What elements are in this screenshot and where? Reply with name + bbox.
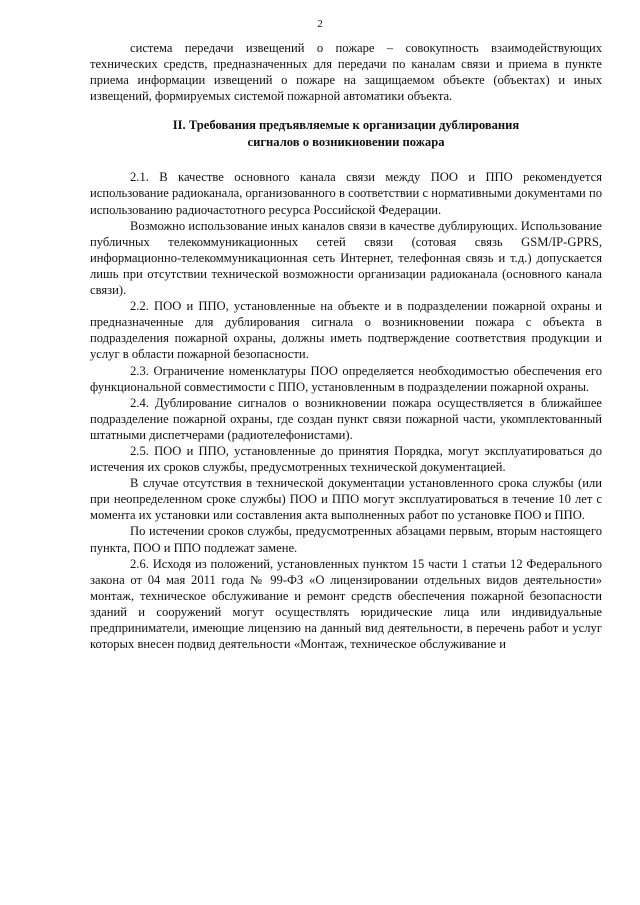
paragraph-2-2: 2.2. ПОО и ППО, установленные на объекте и в подразделении пожарной охраны и предназначенные для дублирования сигнала о возникновении пожара с объекта в подразделения пожарной охраны, должны иметь подтверждение соответствия продукции и услуг в области пожарной безопасности. bbox=[90, 299, 602, 362]
section-title-line-1: II. Требования предъявляемые к организации дублирования bbox=[172, 118, 520, 133]
paragraph-2-3: 2.3. Ограничение номенклатуры ПОО определяется необходимостью обеспечения его функциональной совместимости с ППО, установленным в подразделении пожарной охраны. bbox=[90, 363, 602, 394]
paragraph-2-4: 2.4. Дублирование сигналов о возникновении пожара осуществляется в ближайшее подразделение пожарной охраны, где создан пункт связи пожарной части, укомплектованный штатными диспетчерами (радиотелефонистами). bbox=[90, 395, 602, 442]
paragraph-2-1-continued: Возможно использование иных каналов связи в качестве дублирующих. Использование публичных телекоммуникационных сетей связи (сотовая связь GSM/IP-GPRS, информационно-телекоммуникационная сеть Интернет, телефонная связь и т.д.) допускается лишь при отсутствии технической возможности организации радиоканала (основного канала связи). bbox=[90, 218, 602, 298]
page-number: 2 bbox=[317, 18, 323, 30]
section-title bbox=[90, 117, 602, 150]
paragraph-2-6: 2.6. Исходя из положений, установленных пунктом 15 части 1 статьи 12 Федерального закона от 04 мая 2011 года № 99-ФЗ «О лицензировании отдельных видов деятельности» монтаж, техническое обслуживание и ремонт средств обеспечения пожарной безопасности зданий и сооружений могут осуществлять юридические лица или индивидуальные предприниматели, имеющие лицензию на данный вид деятельности, в перечень работ и услуг которых внесен подвид деятельности «Монтаж, техническое обслуживание и bbox=[90, 556, 602, 652]
paragraph-2-5: 2.5. ПОО и ППО, установленные до принятия Порядка, могут эксплуатироваться до истечения их сроков службы, предусмотренных технической документацией. bbox=[90, 443, 602, 475]
definition-paragraph: система передачи извещений о пожаре – совокупность взаимодействующих технических средств, предназначенных для передачи по каналам связи и приема в пункте приема информации извещений о пожаре на защищаемом объекте (объектах) и иных извещений, формируемых системой пожарной автоматики объекта. bbox=[90, 41, 602, 104]
section-title-line-2: сигналов о возникновении пожара bbox=[247, 134, 445, 149]
paragraph-2-1: 2.1. В качестве основного канала связи между ПОО и ППО рекомендуется использование радиоканала, организованного в соответствии с нормативными документами по использованию радиочастотного ресурса Российской Федерации. bbox=[90, 170, 602, 217]
paragraph-2-5-third: По истечении сроков службы, предусмотренных абзацами первым, вторым настоящего пункта, ПОО и ППО подлежат замене. bbox=[90, 524, 602, 555]
document-body bbox=[90, 40, 602, 652]
paragraph-2-5-second: В случае отсутствия в технической документации установленного срока службы (или при неопределенном сроке службы) ПОО и ППО могут эксплуатироваться в течение 10 лет с момента их установки или составления акта выполненных работ по установке ПОО и ППО. bbox=[90, 476, 602, 523]
